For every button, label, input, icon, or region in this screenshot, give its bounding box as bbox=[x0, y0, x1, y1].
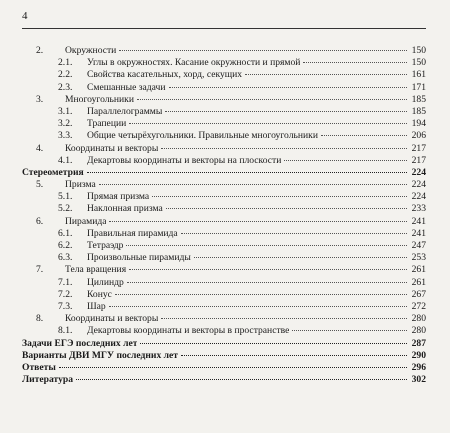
toc-leader-dots bbox=[321, 135, 407, 136]
toc-page-number: 287 bbox=[411, 337, 426, 349]
toc-leader-dots bbox=[87, 172, 407, 173]
header-rule bbox=[22, 28, 426, 29]
toc-subsection bbox=[22, 69, 426, 81]
toc-page-number: 217 bbox=[411, 142, 426, 154]
toc-page-number: 233 bbox=[411, 203, 426, 215]
toc-page-number: 161 bbox=[411, 69, 426, 81]
toc-title: Координаты и векторы bbox=[65, 142, 159, 154]
toc-page-number: 185 bbox=[411, 93, 426, 105]
toc-title: Смешанные задачи bbox=[87, 81, 166, 93]
toc-title: Прямая призма bbox=[87, 191, 150, 203]
toc-title: Литература bbox=[22, 374, 74, 386]
toc-title: Параллелограммы bbox=[87, 105, 163, 117]
toc-chapter bbox=[22, 45, 426, 57]
toc-leader-dots bbox=[59, 367, 407, 368]
toc-title: Правильная пирамида bbox=[87, 227, 178, 239]
toc-subsection bbox=[22, 289, 426, 301]
toc-subsection bbox=[22, 106, 426, 118]
toc-leader-dots bbox=[109, 221, 407, 222]
toc-title: Углы в окружностях. Касание окружности и прямой bbox=[87, 57, 301, 69]
toc-leader-dots bbox=[76, 379, 407, 380]
toc-leader-dots bbox=[129, 269, 407, 270]
toc-page-number: 224 bbox=[411, 179, 426, 191]
toc-leader-dots bbox=[109, 306, 407, 307]
toc-page-number: 241 bbox=[411, 215, 426, 227]
toc-title: Окружности bbox=[65, 45, 117, 56]
toc-subsection bbox=[22, 240, 426, 252]
toc-section-heading bbox=[22, 350, 426, 362]
toc-title: Конус bbox=[87, 288, 112, 300]
toc-number: 8.1. bbox=[58, 325, 73, 337]
toc-number: 7. bbox=[36, 264, 44, 276]
toc-subsection bbox=[22, 130, 426, 142]
toc-page-number: 280 bbox=[411, 325, 426, 337]
toc-page-number: 267 bbox=[411, 288, 426, 300]
toc-leader-dots bbox=[161, 318, 407, 319]
toc-subsection bbox=[22, 301, 426, 313]
toc-page-number: 171 bbox=[411, 81, 426, 93]
toc-number: 4.1. bbox=[58, 154, 73, 166]
toc-number: 4. bbox=[36, 142, 44, 154]
toc-title: Тела вращения bbox=[65, 264, 127, 276]
toc-number: 2.2. bbox=[58, 69, 73, 81]
toc-leader-dots bbox=[194, 257, 407, 258]
toc-leader-dots bbox=[119, 50, 407, 51]
toc-subsection bbox=[22, 82, 426, 94]
toc-leader-dots bbox=[140, 343, 407, 344]
toc-leader-dots bbox=[129, 123, 407, 124]
toc-leader-dots bbox=[181, 355, 407, 356]
toc-title: Трапеции bbox=[87, 118, 127, 130]
toc-leader-dots bbox=[127, 282, 407, 283]
toc-number: 6.3. bbox=[58, 252, 73, 264]
toc-chapter bbox=[22, 94, 426, 106]
toc-title: Призма bbox=[65, 179, 96, 191]
toc-title: Координаты и векторы bbox=[65, 313, 159, 325]
toc-page-number: 280 bbox=[411, 313, 426, 325]
toc-number: 5.1. bbox=[58, 191, 73, 203]
toc-page-number: 261 bbox=[411, 276, 426, 288]
toc-number: 3.1. bbox=[58, 105, 73, 117]
toc-page-number: 224 bbox=[411, 166, 426, 178]
toc-page-number: 296 bbox=[411, 361, 426, 373]
toc-page-number: 241 bbox=[411, 227, 426, 239]
toc-section-heading bbox=[22, 167, 426, 179]
toc-title: Произвольные пирамиды bbox=[87, 252, 191, 264]
toc-title: Многоугольники bbox=[65, 93, 134, 105]
toc-number: 7.1. bbox=[58, 276, 73, 288]
toc-section-heading bbox=[22, 338, 426, 350]
toc-page-number: 194 bbox=[411, 118, 426, 130]
page-number: 4 bbox=[22, 10, 28, 22]
toc-number: 6. bbox=[36, 215, 44, 227]
toc-title: Пирамида bbox=[65, 215, 107, 227]
toc-leader-dots bbox=[115, 294, 407, 295]
toc-subsection bbox=[22, 252, 426, 264]
toc-subsection bbox=[22, 203, 426, 215]
toc-number: 5. bbox=[36, 179, 44, 191]
toc-page-number: 272 bbox=[411, 300, 426, 312]
toc-page-number: 224 bbox=[411, 191, 426, 203]
toc-leader-dots bbox=[284, 160, 407, 161]
toc-title: Шар bbox=[87, 300, 106, 312]
toc-title: Наклонная призма bbox=[87, 203, 163, 215]
toc-title: Свойства касательных, хорд, секущих bbox=[87, 69, 243, 81]
toc-number: 7.2. bbox=[58, 288, 73, 300]
toc-title: Общие четырёхугольники. Правильные многоугольники bbox=[87, 130, 318, 142]
toc-title: Варианты ДВИ МГУ последних лет bbox=[22, 349, 178, 361]
toc-number: 8. bbox=[36, 313, 44, 325]
toc-subsection bbox=[22, 228, 426, 240]
toc-chapter bbox=[22, 216, 426, 228]
toc-title: Ответы bbox=[22, 361, 56, 373]
toc-subsection bbox=[22, 155, 426, 167]
toc-leader-dots bbox=[166, 208, 407, 209]
toc-leader-dots bbox=[161, 148, 407, 149]
toc-section-heading bbox=[22, 374, 426, 386]
toc-page-number: 290 bbox=[411, 349, 426, 361]
toc-number: 6.1. bbox=[58, 227, 73, 239]
toc-leader-dots bbox=[169, 87, 407, 88]
toc-number: 3. bbox=[36, 93, 44, 105]
toc-subsection bbox=[22, 325, 426, 337]
toc-number: 2.3. bbox=[58, 81, 73, 93]
toc-number: 3.2. bbox=[58, 118, 73, 130]
table-of-contents bbox=[22, 45, 426, 386]
toc-number: 6.2. bbox=[58, 240, 73, 251]
toc-subsection bbox=[22, 57, 426, 69]
toc-number: 7.3. bbox=[58, 300, 73, 312]
toc-subsection bbox=[22, 118, 426, 130]
toc-leader-dots bbox=[303, 62, 407, 63]
toc-page-number: 185 bbox=[411, 105, 426, 117]
toc-page-number: 302 bbox=[411, 374, 426, 386]
toc-leader-dots bbox=[292, 330, 407, 331]
toc-title: Стереометрия bbox=[22, 166, 84, 178]
toc-chapter bbox=[22, 143, 426, 155]
toc-leader-dots bbox=[126, 245, 407, 246]
toc-leader-dots bbox=[137, 99, 407, 100]
toc-title: Тетраэдр bbox=[87, 240, 124, 251]
toc-title: Декартовы координаты и векторы на плоскости bbox=[87, 154, 282, 166]
toc-leader-dots bbox=[152, 196, 407, 197]
toc-page-number: 206 bbox=[411, 130, 426, 142]
toc-page-number: 217 bbox=[411, 154, 426, 166]
toc-chapter bbox=[22, 179, 426, 191]
toc-page-number: 150 bbox=[411, 57, 426, 69]
toc-leader-dots bbox=[165, 111, 407, 112]
toc-page-number: 150 bbox=[411, 45, 426, 56]
toc-subsection bbox=[22, 191, 426, 203]
toc-title: Цилиндр bbox=[87, 276, 124, 288]
toc-title: Задачи ЕГЭ последних лет bbox=[22, 337, 138, 349]
toc-page-number: 261 bbox=[411, 264, 426, 276]
toc-leader-dots bbox=[99, 184, 407, 185]
toc-number: 2.1. bbox=[58, 57, 73, 69]
toc-leader-dots bbox=[245, 74, 407, 75]
toc-page-number: 253 bbox=[411, 252, 426, 264]
toc-leader-dots bbox=[181, 233, 407, 234]
toc-section-heading bbox=[22, 362, 426, 374]
toc-number: 5.2. bbox=[58, 203, 73, 215]
toc-chapter bbox=[22, 264, 426, 276]
toc-number: 3.3. bbox=[58, 130, 73, 142]
toc-page-number: 247 bbox=[411, 240, 426, 251]
toc-number: 2. bbox=[36, 45, 44, 56]
toc-chapter bbox=[22, 313, 426, 325]
toc-subsection bbox=[22, 277, 426, 289]
toc-title: Декартовы координаты и векторы в пространстве bbox=[87, 325, 290, 337]
